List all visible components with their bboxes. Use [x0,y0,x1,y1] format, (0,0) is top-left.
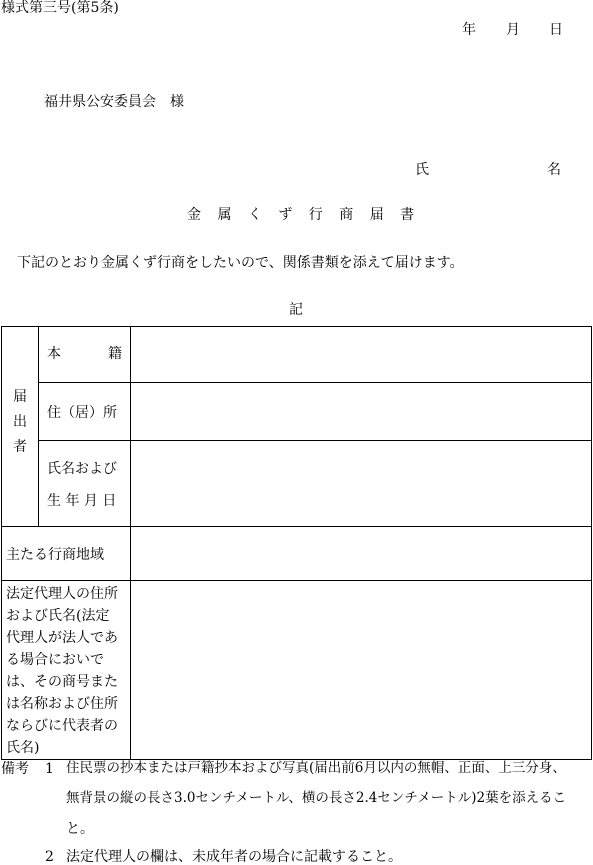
honseki-char-1: 本 [47,346,61,362]
address-label: 住（居）所 [47,404,117,421]
address-label-cell [39,383,131,441]
date-month-label: 月 [506,22,520,38]
legal-rep-input-cell[interactable] [131,581,592,760]
intro-text: 下記のとおり金属くず行商をしたいので、関係書類を添えて届けます。 [17,255,464,271]
document-title: 金 属 く ず 行 商 届 書 [187,207,421,223]
signature-surname-label: 氏 [415,162,429,178]
note-1-line-1: 住民票の抄本または戸籍抄本および写真(届出前6月以内の無帽、正面、上三分身、 [66,760,566,776]
legal-rep-line-8: 氏名) [6,740,40,756]
address-input-cell[interactable] [131,383,592,441]
name-birth-label-line1: 氏名および [47,460,117,477]
applicant-group-cell [2,327,39,527]
honseki-input-cell[interactable] [131,327,592,383]
legal-rep-line-7: ならびに代表者の [6,718,118,734]
legal-rep-line-5: は、その商号また [6,674,118,690]
ki-heading: 記 [289,302,303,318]
note-1-number: 1 [45,761,54,777]
note-1-line-3: と。 [66,821,94,837]
notes-label: 備考 [1,761,29,777]
date-year-label: 年 [462,22,476,38]
applicant-char-2: 出 [13,413,27,430]
legal-rep-line-2: および氏名(法定 [6,608,110,624]
note-2-line-1: 法定代理人の欄は、未成年者の場合に記載すること。 [66,849,402,865]
applicant-char-1: 届 [13,388,27,405]
name-birth-label-line2: 生 年 月 日 [47,492,117,509]
notification-form-table [1,326,592,760]
name-birth-input-cell[interactable] [131,441,592,527]
main-area-input-cell[interactable] [131,527,592,581]
signature-name-label: 名 [547,162,561,178]
legal-rep-line-1: 法定代理人の住所 [6,586,118,602]
applicant-char-3: 者 [13,438,27,455]
note-2-number: 2 [45,849,54,865]
form-number: 様式第三号(第5条) [1,0,119,16]
note-1-line-2: 無背景の縦の長さ3.0センチメートル、横の長さ2.4センチメートル)2葉を添えるこ [66,790,567,806]
main-area-label: 主たる行商地域 [6,546,104,563]
date-day-label: 日 [549,22,563,38]
legal-rep-line-4: る場合においで [6,652,104,668]
honseki-char-2: 籍 [108,346,122,362]
legal-rep-line-6: は名称および住所 [6,696,118,712]
main-area-label-cell [2,527,131,581]
name-birth-label-cell [39,441,131,527]
honseki-label-cell [39,327,131,383]
addressee: 福井県公安委員会 様 [44,94,184,110]
legal-rep-line-3: 代理人が法人であ [6,630,118,646]
legal-rep-label-cell [2,581,131,760]
